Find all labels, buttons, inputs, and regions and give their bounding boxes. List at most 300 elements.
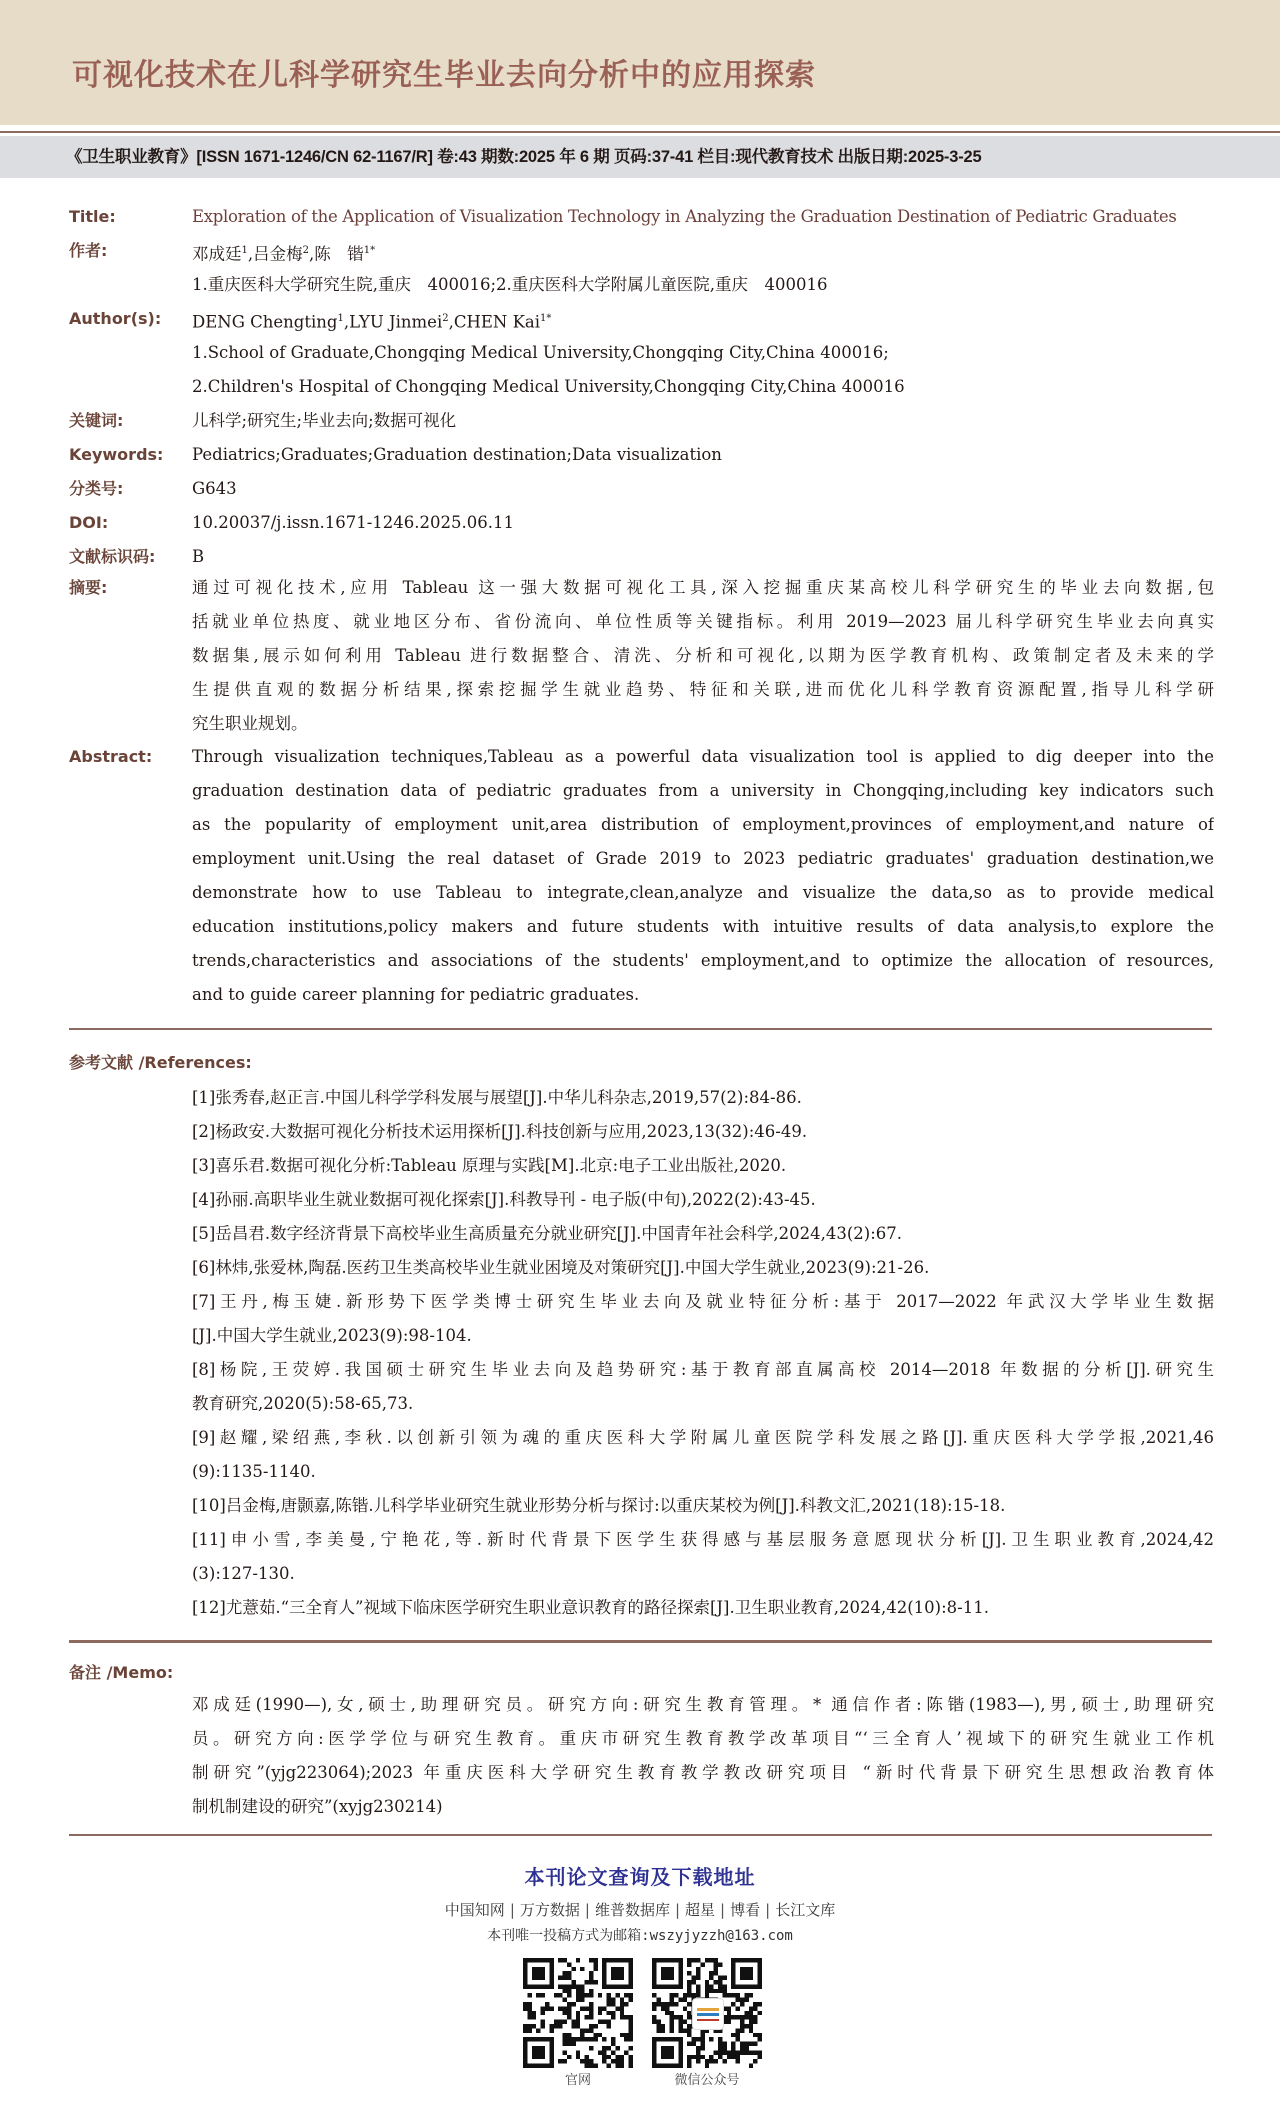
qr-module — [674, 1993, 678, 1997]
memo-divider-bottom — [69, 1834, 1212, 1836]
qr-module — [602, 2006, 606, 2010]
author-affiliation-mark: 1 — [337, 313, 344, 324]
qr-module — [576, 2011, 580, 2015]
qr-module — [580, 1993, 584, 1997]
qr-module — [705, 2064, 709, 2068]
qr-module — [607, 2020, 611, 2024]
qr-module — [554, 2020, 558, 2024]
qr-module — [718, 2046, 722, 2050]
qr-module — [753, 2015, 757, 2019]
author-name: CHEN Kai — [453, 312, 541, 332]
qr-module — [692, 2055, 696, 2059]
qr-module — [611, 2002, 615, 2006]
qr-module — [527, 2015, 531, 2019]
qr-module — [576, 1958, 580, 1962]
reference-item: [1]张秀春,赵正言.中国儿科学学科发展与展望[J].中华儿科杂志,2019,57(2):84-86. — [192, 1088, 802, 1107]
qr-module — [624, 2037, 628, 2041]
qr-module — [602, 2055, 606, 2059]
qr-module — [687, 1993, 691, 1997]
qr-module — [576, 2024, 580, 2028]
qr-module — [629, 2064, 633, 2068]
qr-module — [740, 2015, 744, 2019]
qr-module — [678, 1998, 682, 2002]
qr-module — [683, 2006, 687, 2010]
qr-module — [696, 2050, 700, 2054]
website-qr-code[interactable] — [523, 1958, 633, 2068]
qr-module — [652, 2020, 656, 2024]
qr-module — [615, 1993, 619, 1997]
qr-module — [709, 1976, 713, 1980]
abstract-en-line: Through visualization techniques,Tableau as a powerful data visualization tool is applied to dig deeper into the — [192, 747, 1214, 766]
qr-module — [670, 2002, 674, 2006]
qr-module — [740, 2046, 744, 2050]
qr-module — [740, 2002, 744, 2006]
qr-module — [589, 1989, 593, 1993]
qr-module — [744, 2015, 748, 2019]
qr-module — [661, 2046, 674, 2059]
website-qr-label: 官网 — [564, 2073, 591, 2088]
qr-module — [607, 2055, 611, 2059]
qr-module — [567, 1976, 571, 1980]
qr-module — [589, 1980, 593, 1984]
qr-module — [580, 2033, 584, 2037]
qr-module — [670, 1998, 674, 2002]
qr-module — [611, 2050, 615, 2054]
abstract-cn-line: 通过可视化技术,应用 Tableau 这一强大数据可视化工具,深入挖掘重庆某高校儿科学研究生的毕业去向数据,包 — [192, 578, 1214, 597]
qr-module — [593, 2037, 597, 2041]
qr-module — [705, 1980, 709, 1984]
qr-module — [656, 2024, 660, 2028]
qr-module — [558, 2006, 562, 2010]
memo-divider-top — [69, 1640, 1212, 1643]
qr-module — [567, 2037, 571, 2041]
qr-module — [629, 2020, 633, 2024]
qr-module — [629, 2033, 633, 2037]
qr-module — [758, 2033, 762, 2037]
qr-module — [620, 2059, 624, 2063]
qr-module — [670, 2024, 674, 2028]
source-separator: | — [674, 1901, 681, 1919]
qr-module — [589, 1958, 593, 1962]
qr-module — [665, 2002, 669, 2006]
qr-module — [523, 2028, 527, 2032]
qr-module — [580, 1998, 584, 2002]
qr-module — [692, 2037, 696, 2041]
qr-module — [687, 1980, 691, 1984]
abstract-en-line: as the popularity of employment unit,area distribution of employment,provinces of employment,and nature of — [192, 815, 1214, 834]
classification-label: 分类号: — [69, 479, 124, 498]
author-separator: , — [247, 244, 254, 264]
reference-item: [2]杨政安.大数据可视化分析技术运用探析[J].科技创新与应用,2023,13(32):46-49. — [192, 1122, 808, 1141]
qr-module — [607, 2046, 611, 2050]
qr-module — [589, 2011, 593, 2015]
qr-module — [580, 1967, 584, 1971]
qr-module — [580, 2028, 584, 2032]
affiliation-cn-value: 1.重庆医科大学研究生院,重庆 400016;2.重庆医科大学附属儿童医院,重庆 400016 — [192, 275, 828, 294]
qr-module — [696, 1958, 700, 1962]
qr-module — [652, 2015, 656, 2019]
qr-module — [558, 1984, 562, 1988]
qr-module — [558, 2024, 562, 2028]
qr-module — [692, 1976, 696, 1980]
abstract-cn-line: 数据集,展示如何利用 Tableau 进行数据整合、清洗、分析和可视化,以期为医学教育机构、政策制定者及未来的学 — [192, 646, 1214, 665]
qr-module — [558, 1958, 562, 1962]
author-separator: , — [448, 312, 454, 332]
qr-module — [615, 2006, 619, 2010]
qr-module — [571, 2002, 575, 2006]
qr-module — [523, 2024, 527, 2028]
references-divider — [69, 1028, 1212, 1030]
qr-module — [736, 2033, 740, 2037]
author-affiliation-mark: 1* — [540, 313, 552, 324]
qr-module — [571, 1980, 575, 1984]
qr-module — [687, 2024, 691, 2028]
memo-line: 制机制建设的研究”(xyjg230214) — [192, 1797, 443, 1816]
qr-module — [692, 2042, 696, 2046]
memo-line: 邓成廷(1990—),女,硕士,助理研究员。研究方向:研究生教育管理。* 通信作者:陈锴(1983—),男,硕士,助理研究 — [192, 1695, 1214, 1714]
qr-module — [615, 2046, 619, 2050]
qr-module — [652, 1993, 656, 1997]
qr-module — [620, 2015, 624, 2019]
author-name: 吕金梅 — [253, 244, 303, 264]
qr-module — [527, 2002, 531, 2006]
qr-module — [593, 1958, 597, 1962]
qr-module — [558, 1976, 562, 1980]
qr-module — [722, 1984, 726, 1988]
reference-item-continuation: (3):127-130. — [192, 1564, 295, 1583]
qr-module — [692, 1958, 696, 1962]
qr-module — [753, 2002, 757, 2006]
qr-module — [670, 2011, 674, 2015]
qr-module — [593, 2064, 597, 2068]
abstract-en-text — [192, 740, 1214, 1012]
qr-module — [532, 1967, 545, 1980]
reference-item: [7]王丹,梅玉婕.新形势下医学类博士研究生毕业去向及就业特征分析:基于 2017—2022 年武汉大学毕业生数据 — [192, 1292, 1214, 1311]
qr-module — [687, 1971, 691, 1975]
qr-module — [740, 2020, 744, 2024]
qr-module — [567, 2055, 571, 2059]
memo-text — [192, 1688, 1214, 1824]
qr-module — [563, 1998, 567, 2002]
abstract-en-line: education institutions,policy makers and future students with intuitive results of data analysis,to explore the — [192, 917, 1214, 936]
qr-module — [620, 2055, 624, 2059]
abstract-en-line: graduation destination data of pediatric graduates from a university in Chongqing,including key indicators such — [192, 781, 1214, 800]
journal-logo-icon — [692, 1998, 724, 2030]
qr-module — [589, 1993, 593, 1997]
database-source-link[interactable]: 超星 — [685, 1901, 716, 1919]
qr-module — [589, 2028, 593, 2032]
journal-meta-text: 《卫生职业教育》[ISSN 1671-1246/CN 62-1167/R] 卷:43 期数:2025 年 6 期 页码:37-41 栏目:现代教育技术 出版日期:2025-3-25 — [66, 148, 982, 166]
reference-item: [6]林炜,张爱林,陶磊.医药卫生类高校毕业生就业困境及对策研究[J].中国大学生就业,2023(9):21-26. — [192, 1258, 930, 1277]
qr-module — [629, 2055, 633, 2059]
qr-module — [571, 2024, 575, 2028]
qr-module — [731, 2033, 735, 2037]
qr-module — [749, 2006, 753, 2010]
qr-module — [602, 2037, 606, 2041]
qr-module — [563, 1958, 567, 1962]
qr-module — [731, 2050, 735, 2054]
qr-module — [692, 1993, 696, 1997]
qr-module — [629, 1998, 633, 2002]
qr-module — [758, 2055, 762, 2059]
qr-module — [593, 1962, 597, 1966]
qr-module — [731, 1993, 735, 1997]
reference-item: [12]尤薏茹.“三全育人”视域下临床医学研究生职业意识教育的路径探索[J].卫生职业教育,2024,42(10):8-11. — [192, 1598, 989, 1617]
qr-module — [687, 2028, 691, 2032]
qr-module — [629, 2046, 633, 2050]
affiliation-en-value-1: 1.School of Graduate,Chongqing Medical University,Chongqing City,China 400016; — [192, 343, 889, 362]
qr-module — [558, 2059, 562, 2063]
qr-module — [598, 2050, 602, 2054]
qr-module — [709, 2055, 713, 2059]
qr-module — [602, 2046, 606, 2050]
qr-module — [563, 1976, 567, 1980]
qr-module — [541, 1993, 545, 1997]
qr-module — [576, 2050, 580, 2054]
qr-module — [624, 2033, 628, 2037]
abstract-cn-line: 究生职业规划。 — [192, 714, 308, 733]
qr-module — [736, 2015, 740, 2019]
qr-module — [700, 2037, 704, 2041]
qr-module — [731, 2002, 735, 2006]
doi-label: DOI: — [69, 513, 109, 532]
qr-module — [541, 2011, 545, 2015]
affiliation-en-value-2: 2.Children's Hospital of Chongqing Medical University,Chongqing City,China 400016 — [192, 377, 905, 396]
document-code-row — [69, 540, 1219, 574]
qr-module — [532, 2046, 545, 2059]
qr-module — [589, 1976, 593, 1980]
qr-module — [629, 2059, 633, 2063]
qr-module — [624, 2050, 628, 2054]
qr-module — [567, 2011, 571, 2015]
qr-module — [620, 2011, 624, 2015]
qr-module — [727, 2006, 731, 2010]
qr-module — [615, 2055, 619, 2059]
authors-en-value — [192, 302, 551, 340]
qr-module — [731, 2046, 735, 2050]
qr-module — [527, 2028, 531, 2032]
database-source-link[interactable]: 长江文库 — [775, 1901, 836, 1919]
qr-module — [687, 2055, 691, 2059]
qr-module — [696, 2059, 700, 2063]
qr-module — [567, 2006, 571, 2010]
qr-module — [700, 2055, 704, 2059]
qr-module — [687, 2015, 691, 2019]
qr-module — [744, 1993, 748, 1997]
qr-module — [696, 1971, 700, 1975]
qr-module — [620, 2006, 624, 2010]
qr-module — [678, 2020, 682, 2024]
qr-module — [585, 1980, 589, 1984]
reference-item: [10]吕金梅,唐颢嘉,陈锴.儿科学毕业研究生就业形势分析与探讨:以重庆某校为例[J].科教文汇,2021(18):15-18. — [192, 1496, 1006, 1515]
qr-module — [753, 2059, 757, 2063]
qr-module — [736, 1998, 740, 2002]
qr-module — [563, 1989, 567, 1993]
qr-module — [700, 2046, 704, 2050]
authors-cn-row — [69, 234, 1219, 268]
keywords-en-row — [69, 438, 1219, 472]
reference-item: [9]赵耀,梁绍燕,李秋.以创新引领为魂的重庆医科大学附属儿童医院学科发展之路[J].重庆医科大学学报,2021,46 — [192, 1428, 1214, 1447]
qr-module — [687, 2002, 691, 2006]
qr-module — [593, 2033, 597, 2037]
qr-module — [714, 1989, 718, 1993]
qr-module — [567, 1993, 571, 1997]
qr-module — [709, 2059, 713, 2063]
abstract-en-line: demonstrate how to use Tableau to integrate,clean,analyze and visualize the data,so as to provide medical — [192, 883, 1214, 902]
qr-module — [589, 2006, 593, 2010]
qr-module — [661, 2024, 665, 2028]
qr-module — [687, 2033, 691, 2037]
qr-module — [705, 1993, 709, 1997]
qr-module — [696, 1967, 700, 1971]
qr-module — [620, 2002, 624, 2006]
author-affiliation-mark: 2 — [442, 313, 449, 324]
qr-module — [571, 2042, 575, 2046]
qr-module — [687, 1958, 691, 1962]
database-source-link[interactable]: 维普数据库 — [594, 1901, 670, 1919]
qr-module — [736, 1993, 740, 1997]
qr-module — [687, 2064, 691, 2068]
qr-module — [585, 2059, 589, 2063]
qr-module — [629, 1993, 633, 1997]
qr-module — [749, 2015, 753, 2019]
qr-module — [620, 2033, 624, 2037]
header-divider — [0, 131, 1280, 133]
qr-module — [607, 2002, 611, 2006]
keywords-cn-value: 儿科学;研究生;毕业去向;数据可视化 — [192, 411, 457, 430]
qr-module — [563, 2059, 567, 2063]
qr-module — [718, 1962, 722, 1966]
qr-module — [532, 2011, 536, 2015]
qr-module — [615, 2064, 619, 2068]
qr-module — [709, 1958, 713, 1962]
qr-module — [593, 1967, 597, 1971]
qr-module — [602, 2050, 606, 2054]
qr-module — [615, 2059, 619, 2063]
qr-module — [696, 1984, 700, 1988]
qr-code-icon — [523, 1958, 633, 2068]
qr-module — [598, 2006, 602, 2010]
qr-module — [722, 1976, 726, 1980]
database-source-link[interactable]: 博看 — [730, 1901, 761, 1919]
qr-module — [744, 2046, 748, 2050]
qr-module — [753, 2042, 757, 2046]
qr-module — [593, 2024, 597, 2028]
qr-module — [536, 2028, 540, 2032]
qr-module — [670, 2028, 674, 2032]
qr-module — [758, 2011, 762, 2015]
qr-module — [749, 2064, 753, 2068]
qr-module — [714, 1962, 718, 1966]
qr-module — [749, 2050, 753, 2054]
qr-module — [722, 1993, 726, 1997]
qr-module — [607, 2024, 611, 2028]
qr-module — [744, 2042, 748, 2046]
affiliation-cn-row — [69, 268, 1219, 302]
qr-module — [585, 1993, 589, 1997]
qr-module — [571, 2020, 575, 2024]
article-title-cn: 可视化技术在儿科学研究生毕业去向分析中的应用探索 — [72, 58, 816, 93]
qr-module — [576, 2020, 580, 2024]
database-source-link[interactable]: 中国知网 — [444, 1901, 505, 1919]
qr-module — [629, 2037, 633, 2041]
qr-module — [567, 1984, 571, 1988]
source-separator: | — [720, 1901, 726, 1919]
qr-module — [665, 2011, 669, 2015]
qr-module — [611, 2059, 615, 2063]
qr-module — [718, 1976, 722, 1980]
qr-module — [567, 2042, 571, 2046]
reference-item: [4]孙丽.高职毕业生就业数据可视化探索[J].科教导刊 - 电子版(中旬),2022(2):43-45. — [192, 1190, 816, 1209]
qr-module — [576, 2015, 580, 2019]
qr-module — [661, 1967, 674, 1980]
qr-module — [563, 2006, 567, 2010]
qr-module — [714, 1971, 718, 1975]
qr-module — [589, 2024, 593, 2028]
abstract-en-line: employment unit.Using the real dataset of Grade 2019 to 2023 pediatric graduates' graduation destination,we — [192, 849, 1214, 868]
qr-module — [532, 2024, 536, 2028]
submission-email[interactable]: 本刊唯一投稿方式为邮箱:wszyjyzzh@163.com — [487, 1928, 793, 1944]
qr-module — [624, 1993, 628, 1997]
reference-item: [11]申小雪,李美曼,宁艳花,等.新时代背景下医学生获得感与基层服务意愿现状分析[J].卫生职业教育,2024,42 — [192, 1530, 1214, 1549]
reference-item: [5]岳昌君.数字经济背景下高校毕业生高质量充分就业研究[J].中国青年社会科学,2024,43(2):67. — [192, 1224, 902, 1243]
qr-module — [563, 2020, 567, 2024]
wechat-qr-code[interactable] — [652, 1958, 762, 2068]
qr-module — [554, 2024, 558, 2028]
qr-module — [576, 1989, 580, 1993]
qr-module — [602, 2059, 606, 2063]
qr-module — [731, 2015, 735, 2019]
qr-module — [549, 2024, 553, 2028]
doi-value[interactable]: 10.20037/j.issn.1671-1246.2025.06.11 — [192, 513, 515, 532]
document-code-label: 文献标识码: — [69, 547, 156, 566]
source-separator: | — [584, 1901, 590, 1919]
database-source-link[interactable]: 万方数据 — [519, 1901, 580, 1919]
qr-module — [674, 2015, 678, 2019]
qr-module — [656, 1998, 660, 2002]
qr-module — [753, 2020, 757, 2024]
qr-module — [736, 2055, 740, 2059]
qr-module — [740, 2050, 744, 2054]
abstract-en-line: trends,characteristics and associations of the students' employment,and to optimize the allocation of resources, — [192, 951, 1214, 970]
qr-module — [687, 1984, 691, 1988]
qr-module — [714, 1958, 718, 1962]
qr-module — [598, 2020, 602, 2024]
qr-module — [589, 2059, 593, 2063]
qr-module — [678, 2028, 682, 2032]
qr-module — [740, 1998, 744, 2002]
qr-module — [687, 2059, 691, 2063]
qr-module — [607, 1998, 611, 2002]
qr-module — [656, 2002, 660, 2006]
qr-module — [700, 1962, 704, 1966]
qr-module — [749, 2011, 753, 2015]
title-banner — [0, 0, 1280, 125]
qr-module — [576, 1984, 580, 1988]
qr-module — [585, 2037, 589, 2041]
memo-line: 制研究”(yjg223064);2023 年重庆医科大学研究生教育教学教改研究项目 “新时代背景下研究生思想政治教育体 — [192, 1763, 1214, 1782]
qr-module — [687, 1962, 691, 1966]
qr-module — [576, 1998, 580, 2002]
authors-cn-label: 作者: — [69, 241, 108, 260]
qr-module — [571, 1967, 575, 1971]
author-name: DENG Chengting — [192, 312, 338, 332]
qr-module — [611, 2037, 615, 2041]
qr-module — [558, 1993, 562, 1997]
qr-module — [696, 2046, 700, 2050]
qr-module — [602, 2020, 606, 2024]
qr-module — [652, 2002, 656, 2006]
